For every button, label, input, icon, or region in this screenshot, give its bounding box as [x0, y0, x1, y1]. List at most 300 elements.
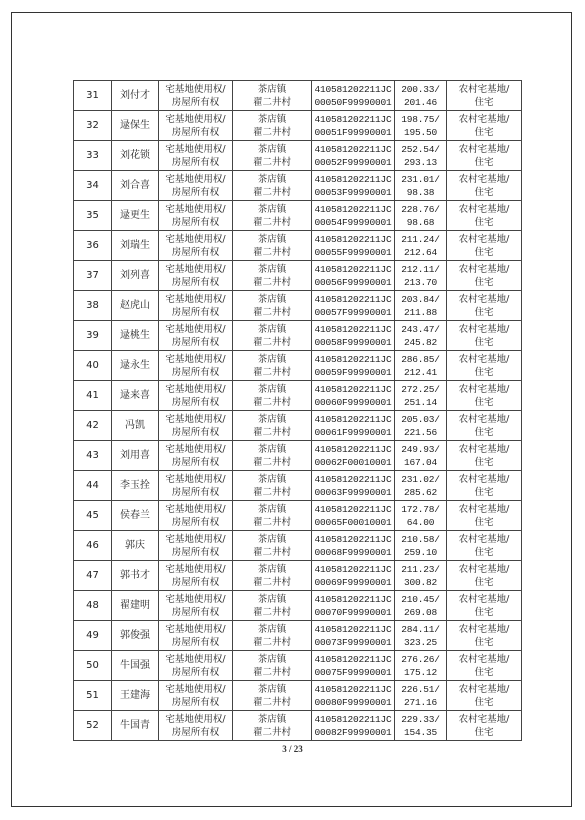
unit-code-line: 00055F99990001: [314, 246, 392, 258]
unit-code-line: 00065F00010001: [314, 516, 392, 528]
row-number-cell: 49: [74, 621, 112, 651]
unit-code-line: 410581202211JC: [314, 683, 392, 695]
location-cell: [233, 111, 312, 141]
location-line: 茶店镇: [257, 713, 287, 725]
location-line: 茶店镇: [257, 353, 287, 365]
land-use-cell: [447, 111, 522, 141]
unit-code-cell: [312, 471, 395, 501]
land-use-line: 住宅: [474, 426, 494, 438]
owner-name-cell: 牛国强: [112, 651, 159, 681]
location-cell: [233, 81, 312, 111]
land-use-line: 住宅: [474, 576, 494, 588]
location-line: 翟二井村: [252, 546, 291, 558]
land-use-line: 农村宅基地/: [458, 233, 510, 245]
row-number-cell: 41: [74, 381, 112, 411]
location-cell: [233, 651, 312, 681]
right-type-cell: [159, 201, 233, 231]
table-row: [74, 561, 522, 591]
right-type-line: 房屋所有权: [171, 306, 220, 318]
right-type-cell: [159, 531, 233, 561]
unit-code-cell: [312, 141, 395, 171]
table-row: [74, 621, 522, 651]
location-cell: [233, 291, 312, 321]
right-type-cell: [159, 681, 233, 711]
owner-name-cell: 郭庆: [112, 531, 159, 561]
owner-name-cell: 刘瑞生: [112, 231, 159, 261]
area-line: 154.35: [403, 726, 437, 738]
land-use-cell: [447, 201, 522, 231]
owner-name-cell: 逯永生: [112, 351, 159, 381]
land-use-line: 住宅: [474, 396, 494, 408]
area-cell: [395, 141, 447, 171]
location-line: 茶店镇: [257, 473, 287, 485]
right-type-cell: [159, 141, 233, 171]
land-use-line: 住宅: [474, 96, 494, 108]
right-type-cell: [159, 291, 233, 321]
right-type-cell: [159, 261, 233, 291]
area-cell: [395, 441, 447, 471]
right-type-cell: [159, 501, 233, 531]
unit-code-line: 410581202211JC: [314, 473, 392, 485]
unit-code-cell: [312, 171, 395, 201]
row-number-cell: 46: [74, 531, 112, 561]
location-line: 翟二井村: [252, 216, 291, 228]
right-type-line: 房屋所有权: [171, 246, 220, 258]
location-line: 翟二井村: [252, 156, 291, 168]
owner-name-cell: 王建海: [112, 681, 159, 711]
owner-name-cell: 逯更生: [112, 201, 159, 231]
page-number: 3 / 23: [282, 744, 303, 754]
row-number-cell: 33: [74, 141, 112, 171]
unit-code-line: 00060F99990001: [314, 396, 392, 408]
land-use-line: 住宅: [474, 156, 494, 168]
land-use-line: 农村宅基地/: [458, 653, 510, 665]
land-use-cell: [447, 591, 522, 621]
row-number-cell: 52: [74, 711, 112, 741]
table-row: [74, 81, 522, 111]
unit-code-cell: [312, 561, 395, 591]
area-line: 211.24/: [401, 233, 440, 245]
land-use-line: 农村宅基地/: [458, 563, 510, 575]
unit-code-line: 410581202211JC: [314, 233, 392, 245]
right-type-line: 宅基地使用权/: [165, 353, 226, 365]
table-body: [74, 81, 522, 741]
owner-name-cell: 刘合喜: [112, 171, 159, 201]
location-line: 茶店镇: [257, 113, 287, 125]
unit-code-line: 410581202211JC: [314, 293, 392, 305]
land-use-line: 农村宅基地/: [458, 323, 510, 335]
location-line: 茶店镇: [257, 203, 287, 215]
land-use-cell: [447, 141, 522, 171]
unit-code-cell: [312, 351, 395, 381]
location-line: 翟二井村: [252, 186, 291, 198]
area-line: 210.58/: [401, 533, 440, 545]
right-type-line: 宅基地使用权/: [165, 143, 226, 155]
land-use-line: 住宅: [474, 126, 494, 138]
right-type-cell: [159, 351, 233, 381]
unit-code-cell: [312, 531, 395, 561]
right-type-cell: [159, 621, 233, 651]
area-cell: [395, 171, 447, 201]
unit-code-line: 410581202211JC: [314, 443, 392, 455]
unit-code-cell: [312, 441, 395, 471]
location-line: 茶店镇: [257, 653, 287, 665]
location-line: 茶店镇: [257, 173, 287, 185]
unit-code-cell: [312, 711, 395, 741]
owner-name-cell: 牛国青: [112, 711, 159, 741]
area-line: 243.47/: [401, 323, 440, 335]
area-line: 245.82: [403, 336, 437, 348]
unit-code-line: 00068F99990001: [314, 546, 392, 558]
right-type-line: 房屋所有权: [171, 126, 220, 138]
location-line: 翟二井村: [252, 306, 291, 318]
land-use-cell: [447, 261, 522, 291]
row-number-cell: 48: [74, 591, 112, 621]
owner-name-cell: 逯来喜: [112, 381, 159, 411]
right-type-line: 宅基地使用权/: [165, 653, 226, 665]
row-number-cell: 43: [74, 441, 112, 471]
location-line: 茶店镇: [257, 623, 287, 635]
area-line: 228.76/: [401, 203, 440, 215]
owner-name-cell: 郭俊强: [112, 621, 159, 651]
unit-code-cell: [312, 291, 395, 321]
location-line: 茶店镇: [257, 83, 287, 95]
land-use-cell: [447, 231, 522, 261]
right-type-line: 宅基地使用权/: [165, 533, 226, 545]
unit-code-cell: [312, 321, 395, 351]
right-type-line: 宅基地使用权/: [165, 413, 226, 425]
unit-code-cell: [312, 651, 395, 681]
location-cell: [233, 561, 312, 591]
land-use-line: 住宅: [474, 276, 494, 288]
right-type-line: 宅基地使用权/: [165, 173, 226, 185]
area-cell: [395, 231, 447, 261]
land-use-line: 农村宅基地/: [458, 173, 510, 185]
location-line: 茶店镇: [257, 263, 287, 275]
area-line: 211.23/: [401, 563, 440, 575]
land-use-line: 住宅: [474, 516, 494, 528]
land-use-line: 农村宅基地/: [458, 383, 510, 395]
owner-name-cell: 翟建明: [112, 591, 159, 621]
area-line: 211.88: [403, 306, 437, 318]
right-type-line: 宅基地使用权/: [165, 683, 226, 695]
registration-table: [73, 80, 522, 741]
land-use-line: 住宅: [474, 666, 494, 678]
area-line: 276.26/: [401, 653, 440, 665]
right-type-line: 宅基地使用权/: [165, 113, 226, 125]
table-row: [74, 471, 522, 501]
location-line: 翟二井村: [252, 456, 291, 468]
unit-code-line: 00056F99990001: [314, 276, 392, 288]
row-number-cell: 38: [74, 291, 112, 321]
unit-code-line: 00080F99990001: [314, 696, 392, 708]
unit-code-line: 00059F99990001: [314, 366, 392, 378]
land-use-cell: [447, 621, 522, 651]
location-line: 茶店镇: [257, 683, 287, 695]
unit-code-cell: [312, 111, 395, 141]
unit-code-line: 410581202211JC: [314, 533, 392, 545]
table-row: [74, 351, 522, 381]
unit-code-line: 410581202211JC: [314, 173, 392, 185]
land-use-cell: [447, 291, 522, 321]
location-cell: [233, 531, 312, 561]
area-cell: [395, 261, 447, 291]
area-line: 167.04: [403, 456, 437, 468]
area-line: 172.78/: [401, 503, 440, 515]
table-row: [74, 171, 522, 201]
area-cell: [395, 291, 447, 321]
right-type-cell: [159, 81, 233, 111]
unit-code-line: 410581202211JC: [314, 113, 392, 125]
location-line: 翟二井村: [252, 246, 291, 258]
owner-name-cell: 冯凯: [112, 411, 159, 441]
table-row: [74, 201, 522, 231]
right-type-cell: [159, 111, 233, 141]
land-use-cell: [447, 531, 522, 561]
land-use-cell: [447, 561, 522, 591]
location-line: 茶店镇: [257, 503, 287, 515]
unit-code-line: 410581202211JC: [314, 383, 392, 395]
right-type-line: 房屋所有权: [171, 96, 220, 108]
area-line: 231.02/: [401, 473, 440, 485]
area-line: 293.13: [403, 156, 437, 168]
area-line: 210.45/: [401, 593, 440, 605]
land-use-line: 住宅: [474, 306, 494, 318]
location-line: 翟二井村: [252, 486, 291, 498]
land-use-cell: [447, 501, 522, 531]
area-cell: [395, 321, 447, 351]
land-use-line: 农村宅基地/: [458, 713, 510, 725]
land-use-cell: [447, 681, 522, 711]
table-row: [74, 231, 522, 261]
location-line: 翟二井村: [252, 636, 291, 648]
land-use-line: 农村宅基地/: [458, 683, 510, 695]
unit-code-line: 410581202211JC: [314, 83, 392, 95]
unit-code-line: 00051F99990001: [314, 126, 392, 138]
area-line: 203.84/: [401, 293, 440, 305]
land-use-cell: [447, 411, 522, 441]
unit-code-cell: [312, 681, 395, 711]
unit-code-line: 410581202211JC: [314, 503, 392, 515]
table-row: [74, 501, 522, 531]
table-row: [74, 381, 522, 411]
row-number-cell: 45: [74, 501, 112, 531]
table-row: [74, 261, 522, 291]
location-line: 翟二井村: [252, 426, 291, 438]
location-line: 翟二井村: [252, 366, 291, 378]
unit-code-line: 410581202211JC: [314, 203, 392, 215]
right-type-cell: [159, 561, 233, 591]
right-type-cell: [159, 381, 233, 411]
right-type-cell: [159, 711, 233, 741]
area-cell: [395, 411, 447, 441]
area-line: 195.50: [403, 126, 437, 138]
row-number-cell: 42: [74, 411, 112, 441]
right-type-line: 宅基地使用权/: [165, 563, 226, 575]
area-line: 285.62: [403, 486, 437, 498]
area-line: 229.33/: [401, 713, 440, 725]
right-type-cell: [159, 411, 233, 441]
location-line: 翟二井村: [252, 606, 291, 618]
land-use-line: 住宅: [474, 366, 494, 378]
area-line: 205.03/: [401, 413, 440, 425]
land-use-cell: [447, 441, 522, 471]
unit-code-cell: [312, 621, 395, 651]
unit-code-line: 00073F99990001: [314, 636, 392, 648]
unit-code-line: 410581202211JC: [314, 143, 392, 155]
right-type-line: 房屋所有权: [171, 216, 220, 228]
land-use-line: 农村宅基地/: [458, 293, 510, 305]
table-row: [74, 111, 522, 141]
land-use-line: 农村宅基地/: [458, 83, 510, 95]
table-row: [74, 591, 522, 621]
location-cell: [233, 381, 312, 411]
area-line: 212.11/: [401, 263, 440, 275]
row-number-cell: 32: [74, 111, 112, 141]
land-use-line: 农村宅基地/: [458, 503, 510, 515]
right-type-line: 房屋所有权: [171, 546, 220, 558]
area-cell: [395, 381, 447, 411]
land-use-line: 住宅: [474, 696, 494, 708]
right-type-line: 宅基地使用权/: [165, 263, 226, 275]
right-type-line: 宅基地使用权/: [165, 713, 226, 725]
unit-code-line: 00057F99990001: [314, 306, 392, 318]
right-type-line: 宅基地使用权/: [165, 473, 226, 485]
unit-code-line: 00062F00010001: [314, 456, 392, 468]
land-use-line: 农村宅基地/: [458, 353, 510, 365]
table-row: [74, 411, 522, 441]
land-use-cell: [447, 351, 522, 381]
unit-code-line: 00070F99990001: [314, 606, 392, 618]
land-use-line: 住宅: [474, 246, 494, 258]
row-number-cell: 39: [74, 321, 112, 351]
table-row: [74, 321, 522, 351]
area-cell: [395, 81, 447, 111]
unit-code-line: 00069F99990001: [314, 576, 392, 588]
location-cell: [233, 261, 312, 291]
land-use-line: 农村宅基地/: [458, 473, 510, 485]
land-use-cell: [447, 471, 522, 501]
area-line: 259.10: [403, 546, 437, 558]
area-cell: [395, 531, 447, 561]
unit-code-cell: [312, 201, 395, 231]
owner-name-cell: 侯春兰: [112, 501, 159, 531]
land-use-line: 住宅: [474, 336, 494, 348]
unit-code-line: 00061F99990001: [314, 426, 392, 438]
area-line: 212.41: [403, 366, 437, 378]
area-line: 98.38: [406, 186, 435, 198]
area-line: 221.56: [403, 426, 437, 438]
owner-name-cell: 刘列喜: [112, 261, 159, 291]
location-cell: [233, 501, 312, 531]
location-line: 翟二井村: [252, 516, 291, 528]
location-cell: [233, 621, 312, 651]
area-cell: [395, 351, 447, 381]
row-number-cell: 47: [74, 561, 112, 591]
land-use-cell: [447, 171, 522, 201]
owner-name-cell: 刘花锁: [112, 141, 159, 171]
area-line: 201.46: [403, 96, 437, 108]
area-cell: [395, 591, 447, 621]
right-type-cell: [159, 231, 233, 261]
right-type-cell: [159, 471, 233, 501]
location-line: 茶店镇: [257, 443, 287, 455]
right-type-line: 房屋所有权: [171, 576, 220, 588]
unit-code-line: 00058F99990001: [314, 336, 392, 348]
right-type-line: 房屋所有权: [171, 336, 220, 348]
right-type-cell: [159, 321, 233, 351]
unit-code-line: 00075F99990001: [314, 666, 392, 678]
land-use-line: 住宅: [474, 546, 494, 558]
unit-code-line: 00082F99990001: [314, 726, 392, 738]
area-line: 249.93/: [401, 443, 440, 455]
unit-code-line: 410581202211JC: [314, 713, 392, 725]
area-line: 323.25: [403, 636, 437, 648]
location-line: 茶店镇: [257, 383, 287, 395]
right-type-line: 房屋所有权: [171, 696, 220, 708]
location-cell: [233, 441, 312, 471]
area-line: 231.01/: [401, 173, 440, 185]
unit-code-line: 410581202211JC: [314, 323, 392, 335]
row-number-cell: 36: [74, 231, 112, 261]
right-type-cell: [159, 591, 233, 621]
area-line: 198.75/: [401, 113, 440, 125]
table-row: [74, 441, 522, 471]
area-line: 175.12: [403, 666, 437, 678]
right-type-line: 房屋所有权: [171, 516, 220, 528]
owner-name-cell: 逯桃生: [112, 321, 159, 351]
right-type-line: 房屋所有权: [171, 456, 220, 468]
right-type-cell: [159, 651, 233, 681]
location-cell: [233, 591, 312, 621]
area-line: 286.85/: [401, 353, 440, 365]
land-use-line: 住宅: [474, 456, 494, 468]
area-cell: [395, 201, 447, 231]
right-type-line: 房屋所有权: [171, 426, 220, 438]
row-number-cell: 37: [74, 261, 112, 291]
unit-code-cell: [312, 411, 395, 441]
right-type-line: 宅基地使用权/: [165, 383, 226, 395]
area-line: 272.25/: [401, 383, 440, 395]
land-use-line: 农村宅基地/: [458, 203, 510, 215]
location-line: 翟二井村: [252, 726, 291, 738]
unit-code-line: 410581202211JC: [314, 263, 392, 275]
owner-name-cell: 郭书才: [112, 561, 159, 591]
area-line: 300.82: [403, 576, 437, 588]
row-number-cell: 51: [74, 681, 112, 711]
unit-code-cell: [312, 591, 395, 621]
row-number-cell: 35: [74, 201, 112, 231]
unit-code-line: 410581202211JC: [314, 653, 392, 665]
location-cell: [233, 351, 312, 381]
right-type-line: 房屋所有权: [171, 366, 220, 378]
land-use-line: 农村宅基地/: [458, 263, 510, 275]
unit-code-line: 410581202211JC: [314, 623, 392, 635]
land-use-cell: [447, 381, 522, 411]
right-type-line: 房屋所有权: [171, 636, 220, 648]
right-type-line: 宅基地使用权/: [165, 443, 226, 455]
unit-code-line: 00053F99990001: [314, 186, 392, 198]
location-line: 茶店镇: [257, 413, 287, 425]
right-type-line: 宅基地使用权/: [165, 203, 226, 215]
unit-code-cell: [312, 261, 395, 291]
location-line: 翟二井村: [252, 336, 291, 348]
area-cell: [395, 681, 447, 711]
location-cell: [233, 231, 312, 261]
location-line: 翟二井村: [252, 396, 291, 408]
unit-code-line: 410581202211JC: [314, 593, 392, 605]
table-row: [74, 681, 522, 711]
